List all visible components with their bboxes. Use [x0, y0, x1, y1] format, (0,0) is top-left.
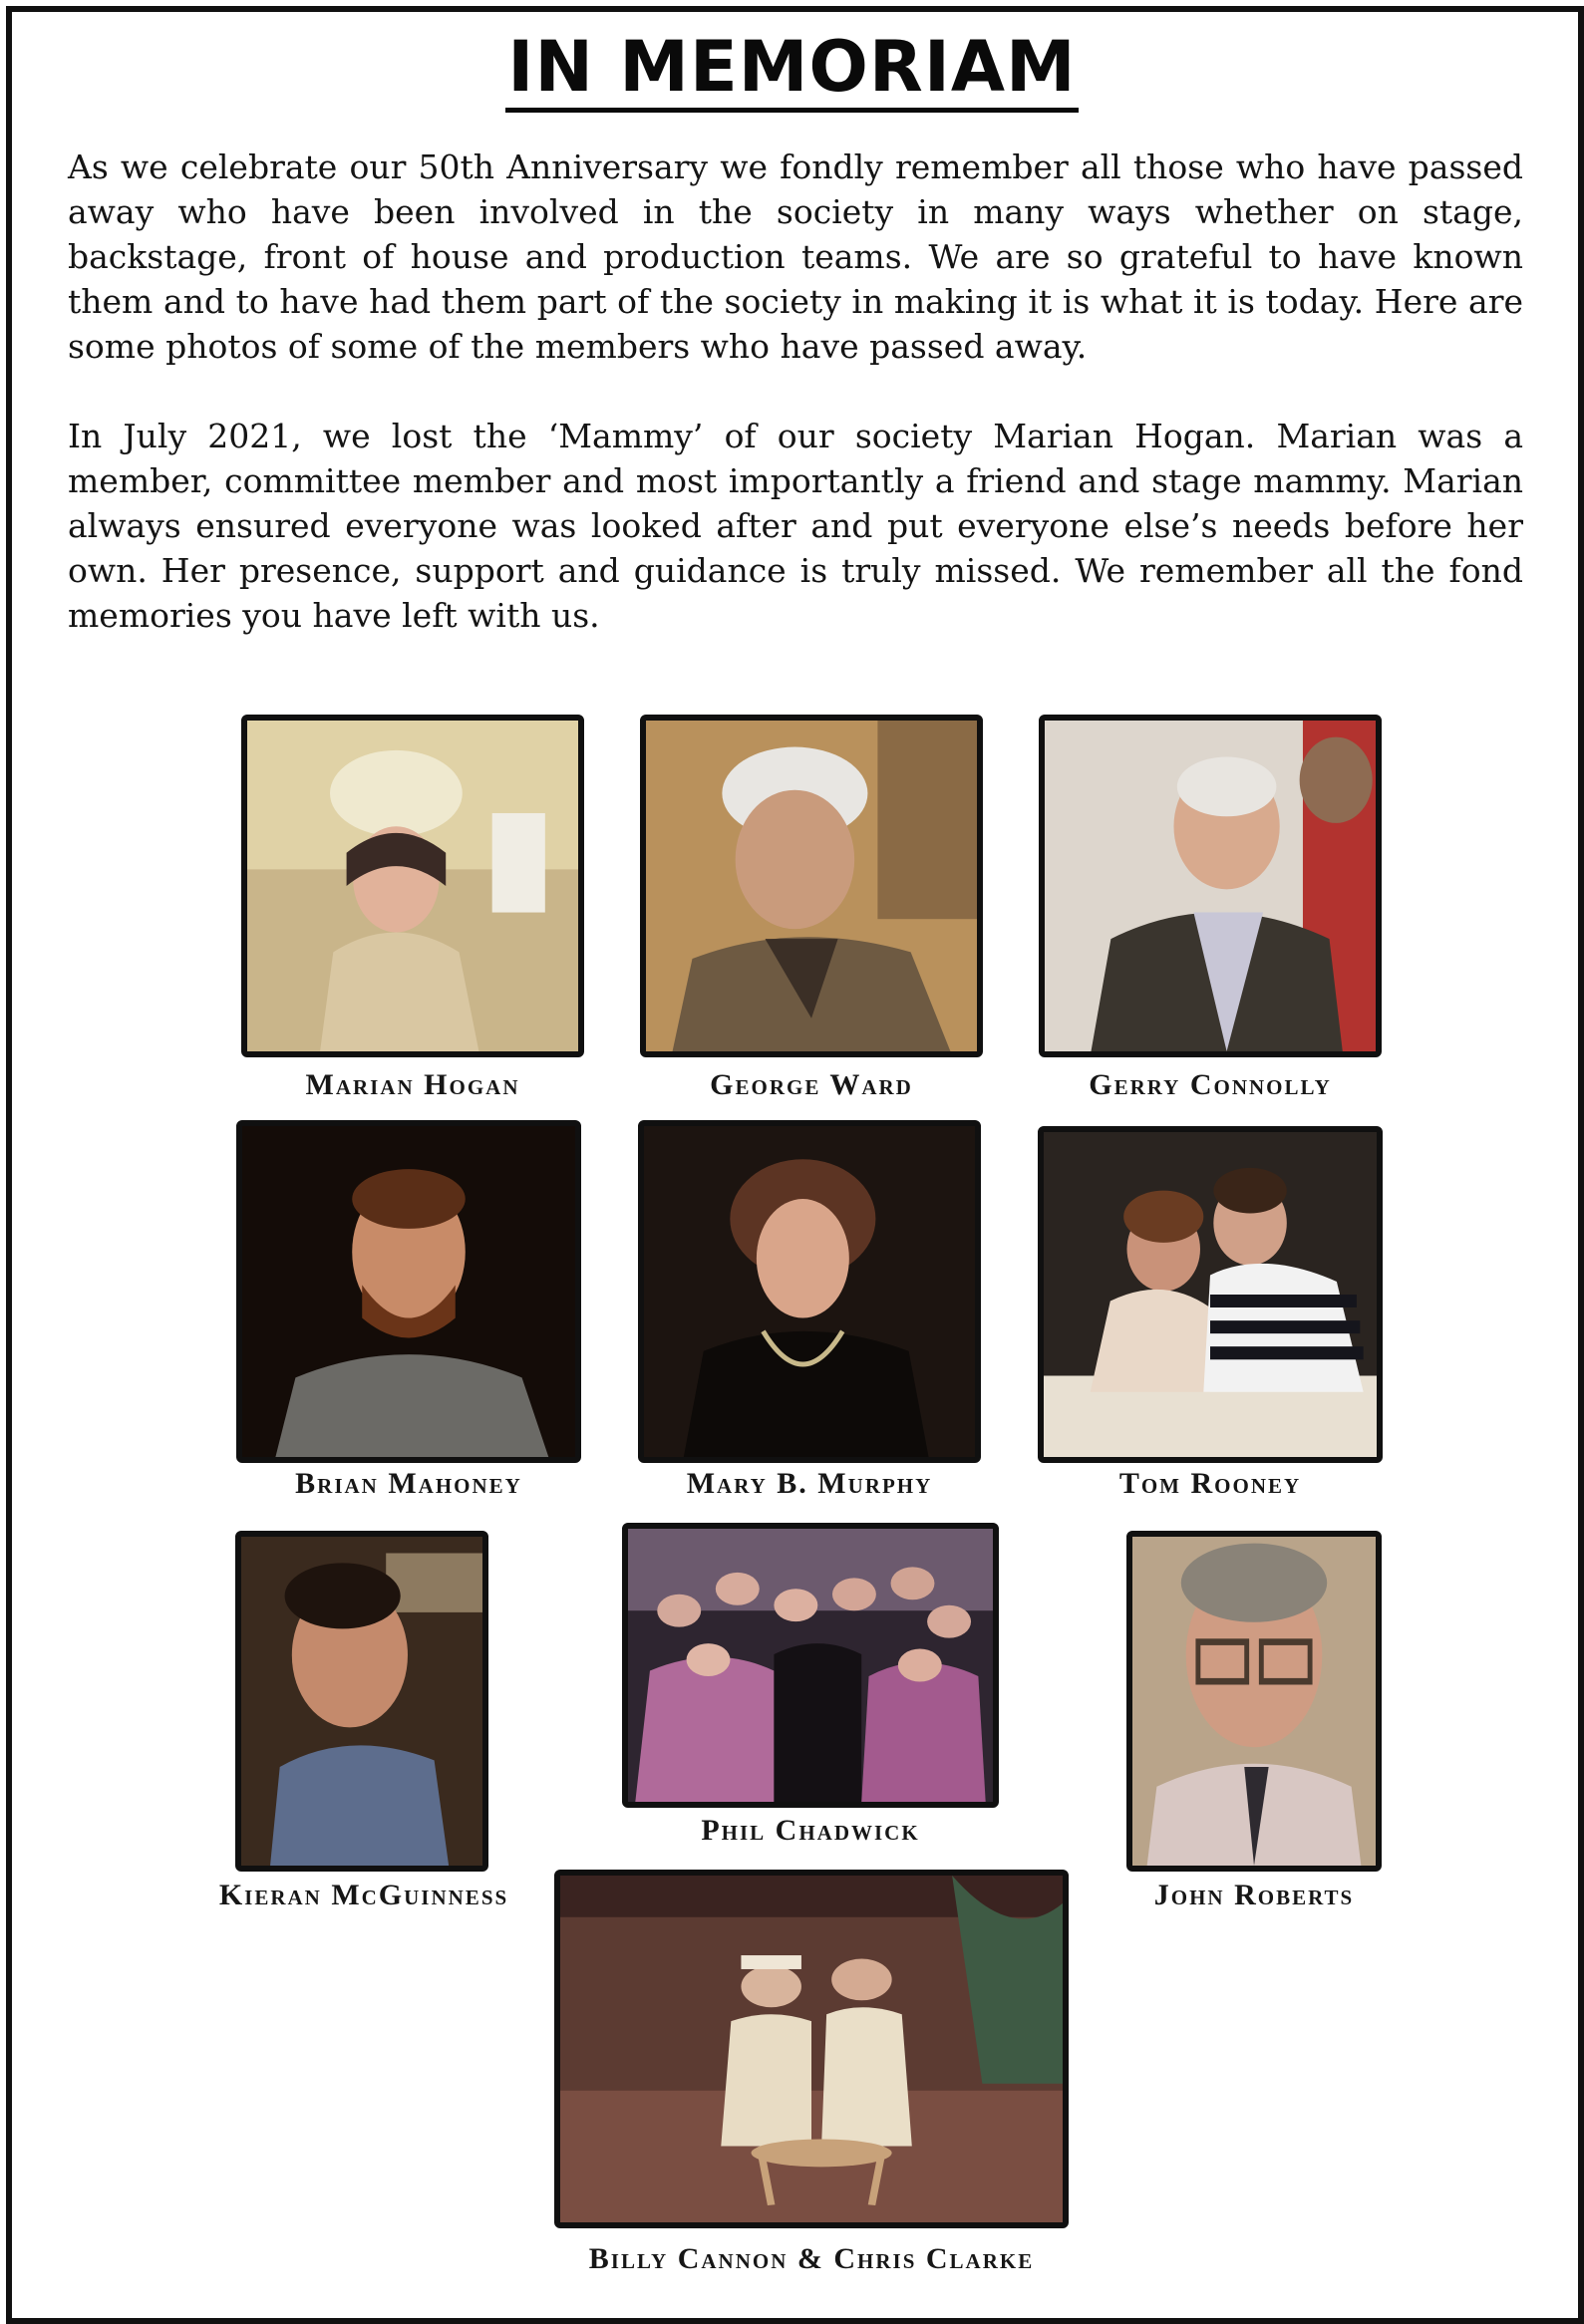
photo-mary-b-murphy: [638, 1120, 981, 1463]
caption-george-ward: George Ward: [710, 1068, 913, 1101]
photo-marian-hogan: [241, 715, 584, 1057]
photo-brian-mahoney: [236, 1120, 581, 1463]
intro-paragraph: As we celebrate our 50th Anniversary we fondly remember all those who have passed away who have been involved in the society in many ways whether on stage, backstage, front of house and production teams. We are so grateful to have known them and to have had them part of the society in making it is what it is today. Here are some photos of some of the members who have passed away.: [68, 147, 1523, 366]
caption-john-roberts: John Roberts: [1153, 1879, 1355, 1911]
photo-phil-chadwick: [622, 1523, 999, 1808]
photo-billy-cannon-chris-clarke: [554, 1870, 1069, 2228]
caption-brian-mahoney: Brian Mahoney: [295, 1467, 522, 1500]
photo-george-ward: [640, 715, 983, 1057]
photo-john-roberts: [1126, 1531, 1382, 1872]
caption-gerry-connolly: Gerry Connolly: [1089, 1068, 1332, 1101]
caption-billy-cannon-chris-clarke: Billy Cannon & Chris Clarke: [588, 2242, 1035, 2275]
caption-kieran-mcguinness: Kieran McGuinness: [218, 1879, 509, 1911]
caption-phil-chadwick: Phil Chadwick: [701, 1814, 920, 1847]
photo-gerry-connolly: [1039, 715, 1382, 1057]
tribute-paragraph: In July 2021, we lost the ‘Mammy’ of our society Marian Hogan. Marian was a member, committee member and most importantly a friend and stage mammy. Marian always ensured everyone was looked after and put everyone else’s needs before her own. Her presence, support and guidance is truly missed. We remember all the fond memories you have left with us.: [68, 417, 1523, 635]
photo-tom-rooney: [1038, 1126, 1383, 1463]
page-title: IN MEMORIAM: [0, 26, 1584, 113]
caption-mary-b-murphy: Mary B. Murphy: [686, 1467, 933, 1500]
photo-kieran-mcguinness: [235, 1531, 488, 1872]
caption-tom-rooney: Tom Rooney: [1118, 1467, 1302, 1500]
caption-marian-hogan: Marian Hogan: [305, 1068, 520, 1101]
